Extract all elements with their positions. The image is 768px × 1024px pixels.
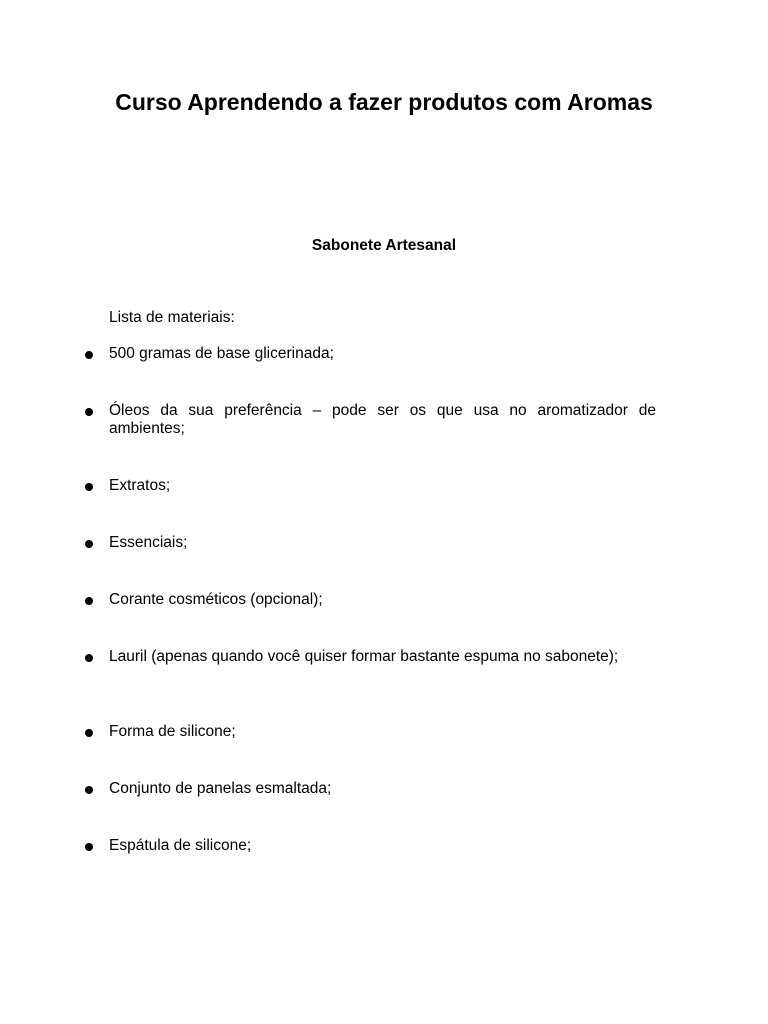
section-title: Sabonete Artesanal: [311, 237, 457, 254]
bullet-icon: [85, 483, 93, 491]
list-item-text: 500 gramas de base glicerinada;: [109, 345, 334, 362]
bullet-icon: [85, 843, 93, 851]
bullet-icon: [85, 654, 93, 662]
list-item-text: Óleos da sua preferência – pode ser os que usa no aromatizador de ambientes;: [109, 402, 656, 437]
list-item-text: Forma de silicone;: [109, 723, 236, 740]
list-item-text: Conjunto de panelas esmaltada;: [109, 780, 332, 797]
bullet-icon: [85, 540, 93, 548]
bullet-icon: [85, 597, 93, 605]
list-item-text: Extratos;: [109, 477, 171, 494]
bullet-icon: [85, 351, 93, 359]
list-item-text: Corante cosméticos (opcional);: [109, 591, 323, 608]
bullet-icon: [85, 786, 93, 794]
materials-list-intro: Lista de materiais:: [109, 309, 235, 326]
document-title: Curso Aprendendo a fazer produtos com Aromas: [115, 89, 653, 115]
bullet-icon: [85, 729, 93, 737]
list-item-text: Lauril (apenas quando você quiser formar bastante espuma no sabonete);: [109, 648, 619, 665]
bullet-icon: [85, 408, 93, 416]
list-item-text: Espátula de silicone;: [109, 837, 252, 854]
list-item-text: Essenciais;: [109, 534, 188, 551]
